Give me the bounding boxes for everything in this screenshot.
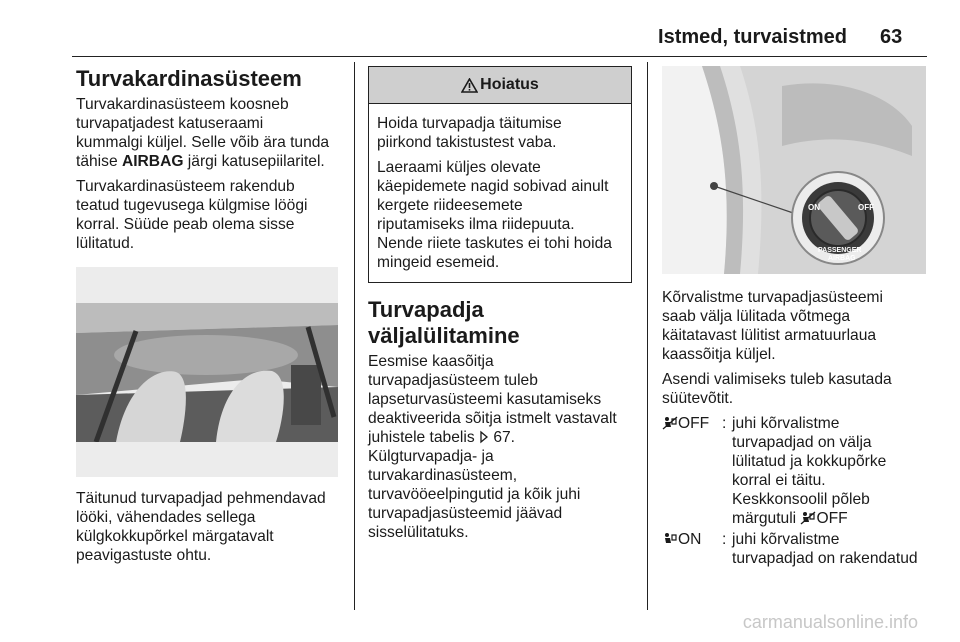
column-divider-1 [354, 62, 355, 610]
warning-header [369, 67, 631, 104]
definition-off: OFF : juhi kõrvalistme turvapadjad on välja lülitatud ja kokkupõrke korral ei täitu. Keskkonsoolil põleb märgutuli OFF [662, 414, 930, 528]
switch-position-list [662, 414, 930, 568]
header-rule [72, 56, 927, 57]
passenger-airbag-switch-photo [662, 66, 926, 274]
warning-title: Hoiatus [480, 76, 539, 93]
airbag-off-icon [662, 416, 678, 430]
airbag-deactivation-text: Eesmise kaasõitja turvapadjasüsteem tuleb lapseturvasüsteemi kasutamiseks deaktiveerida sõitja istmelt vastavalt juhistele tabelis 67. Külgturvapadja- ja turvakardinasüsteem, turvavööeelpingutid ja kõik juhi turvapadjasüsteemid jäävad sisselülitatuks. [368, 353, 617, 541]
term-on: ON [678, 531, 702, 548]
warning-box [368, 66, 632, 283]
passenger-airbag-text-1: Kõrvalistme turvapadjasüsteemi saab välja lülitada võtmega käitatavast lülitist armatuurlaua kaassõitja küljel. [662, 289, 884, 363]
switch-on-label: ON [808, 203, 820, 212]
switch-caption-line2: AIRBAG [828, 255, 856, 262]
airbag-deactivation-heading: Turvapadja väljalülitamine [368, 297, 520, 348]
airbag-label: AIRBAG [121, 153, 184, 170]
curtain-airbag-caption: Täitunud turvapadjad pehmendavad lööki, vähendades sellega külgkokkupõrkel märgatavalt peavigastuste ohtu. [76, 490, 326, 564]
switch-off-label: OFF [858, 203, 874, 212]
column-3 [662, 66, 930, 570]
column-2 [368, 66, 636, 548]
definition-on: ON : juhi kõrvalistme turvapadjad on rakendatud [662, 530, 930, 568]
curtain-airbag-heading: Turvakardinasüsteem [76, 66, 302, 91]
page-ref-link[interactable]: 67 [493, 429, 511, 446]
page-number: 63 [880, 26, 903, 48]
warning-triangle-icon [461, 78, 478, 93]
airbag-on-icon [662, 532, 678, 546]
curtain-airbag-photo [76, 267, 338, 477]
curtain-airbag-deploy-text: Turvakardinasüsteem rakendub teatud tugevusega külgmise löögi korral. Süüde peab olema sisse lülitatud. [76, 178, 308, 252]
page-ref-arrow-icon [479, 430, 489, 444]
switch-caption-line1: PASSENGER [818, 247, 862, 254]
warning-text-1: Hoida turvapadja täitumise piirkond takistustest vaba. [377, 115, 562, 151]
page-header [0, 26, 960, 56]
term-off: OFF [678, 415, 710, 432]
passenger-airbag-text-2: Asendi valimiseks tuleb kasutada süütevõtit. [662, 371, 892, 407]
warning-text-2: Laeraami küljes olevate käepidemete nagid sobivad ainult kergete riideesemete riputamiseks ilma riidepuuta. Nende riiete taskutes ei tohi hoida mingeid esemeid. [377, 159, 612, 271]
section-title: Istmed, turvaistmed [658, 26, 847, 48]
column-divider-2 [647, 62, 648, 610]
watermark: carmanualsonline.info [742, 612, 918, 632]
airbag-off-indicator-icon [800, 511, 816, 525]
column-1 [76, 66, 344, 571]
curtain-airbag-intro: Turvakardinasüsteem koosneb turvapatjadest katuseraami kummalgi küljel. Selle võib ära tunda tähise AIRBAG järgi katusepiilaritel. [76, 96, 330, 170]
